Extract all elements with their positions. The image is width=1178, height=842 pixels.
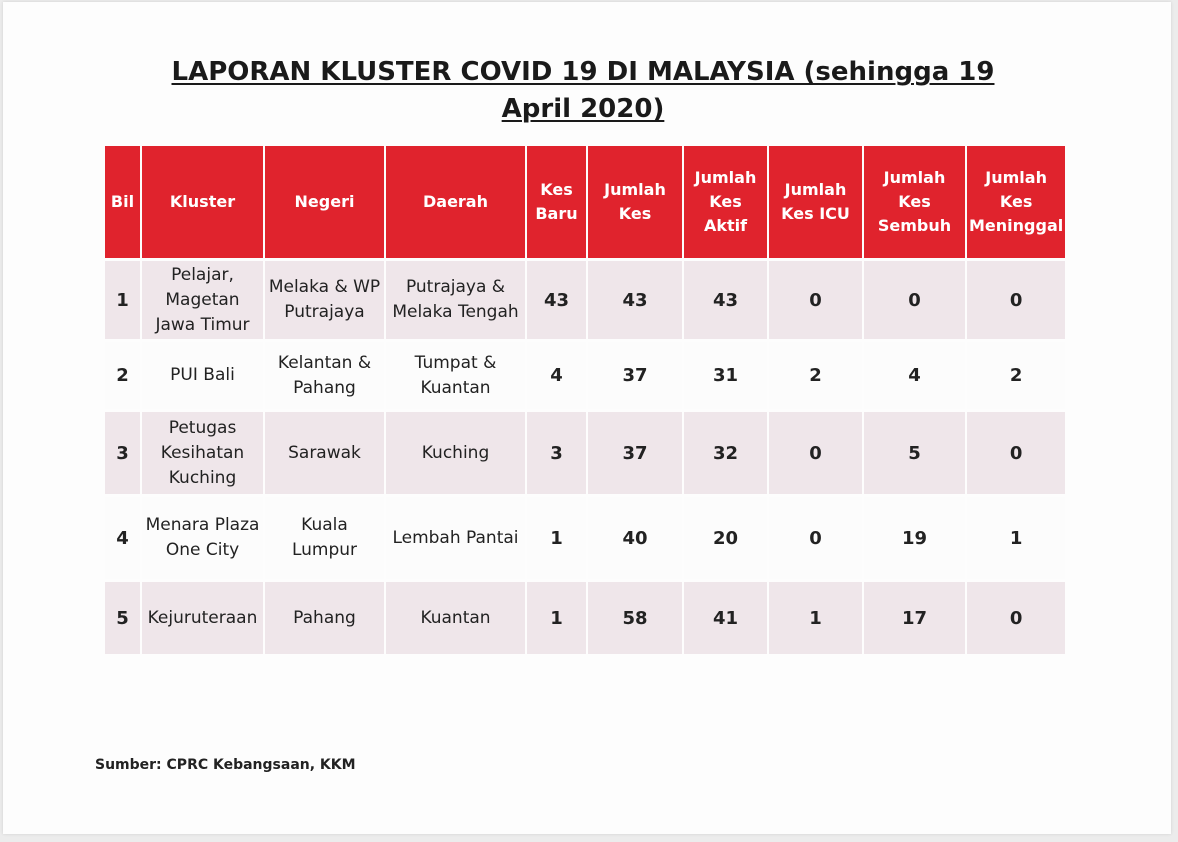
cell-kes-meninggal: 0 — [967, 582, 1065, 654]
cell-jumlah-kes: 37 — [588, 342, 682, 409]
document-page — [3, 2, 1171, 834]
cell-kluster: Kejuruteraan — [142, 582, 263, 654]
cell-kes-meninggal: 0 — [967, 412, 1065, 494]
header-kes-baru: Kes Baru — [527, 146, 586, 258]
header-kluster: Kluster — [142, 146, 263, 258]
cell-kes-aktif: 41 — [684, 582, 767, 654]
header-bil: Bil — [105, 146, 140, 258]
cell-kes-baru: 1 — [527, 582, 586, 654]
cell-bil: 5 — [105, 582, 140, 654]
cell-kes-sembuh: 5 — [864, 412, 965, 494]
header-negeri: Negeri — [265, 146, 384, 258]
cell-jumlah-kes: 40 — [588, 497, 682, 579]
cluster-report-table — [103, 143, 1067, 657]
cell-bil: 1 — [105, 261, 140, 339]
cell-negeri: Pahang — [265, 582, 384, 654]
cell-kes-baru: 3 — [527, 412, 586, 494]
header-jumlah-kes-aktif: Jumlah Kes Aktif — [684, 146, 767, 258]
table-header-row — [105, 146, 1065, 258]
cell-kes-meninggal: 1 — [967, 497, 1065, 579]
cell-jumlah-kes: 37 — [588, 412, 682, 494]
cell-kes-aktif: 20 — [684, 497, 767, 579]
cell-negeri: Melaka & WP Putrajaya — [265, 261, 384, 339]
cell-negeri: Kelantan & Pahang — [265, 342, 384, 409]
cell-kes-sembuh: 17 — [864, 582, 965, 654]
cell-kes-icu: 2 — [769, 342, 862, 409]
cell-kes-icu: 1 — [769, 582, 862, 654]
cell-kes-icu: 0 — [769, 261, 862, 339]
cell-kes-meninggal: 2 — [967, 342, 1065, 409]
cell-kluster: Pelajar, Magetan Jawa Timur — [142, 261, 263, 339]
source-note: Sumber: CPRC Kebangsaan, KKM — [95, 757, 356, 773]
cell-bil: 4 — [105, 497, 140, 579]
header-jumlah-kes-icu: Jumlah Kes ICU — [769, 146, 862, 258]
cell-negeri: Sarawak — [265, 412, 384, 494]
table-row — [105, 497, 1065, 579]
cell-kes-aktif: 32 — [684, 412, 767, 494]
cell-kes-baru: 4 — [527, 342, 586, 409]
header-jumlah-kes-meninggal: Jumlah Kes Meninggal — [967, 146, 1065, 258]
header-daerah: Daerah — [386, 146, 525, 258]
cell-kes-baru: 43 — [527, 261, 586, 339]
cell-daerah: Kuching — [386, 412, 525, 494]
cell-daerah: Lembah Pantai — [386, 497, 525, 579]
cell-kes-aktif: 31 — [684, 342, 767, 409]
cell-kes-sembuh: 19 — [864, 497, 965, 579]
cell-kes-aktif: 43 — [684, 261, 767, 339]
cell-jumlah-kes: 43 — [588, 261, 682, 339]
cell-kes-icu: 0 — [769, 412, 862, 494]
table-row — [105, 342, 1065, 409]
header-jumlah-kes: Jumlah Kes — [588, 146, 682, 258]
cell-kes-baru: 1 — [527, 497, 586, 579]
cell-negeri: Kuala Lumpur — [265, 497, 384, 579]
cell-kes-sembuh: 4 — [864, 342, 965, 409]
cell-kluster: PUI Bali — [142, 342, 263, 409]
cell-daerah: Kuantan — [386, 582, 525, 654]
cell-kes-icu: 0 — [769, 497, 862, 579]
cell-bil: 2 — [105, 342, 140, 409]
cell-kes-meninggal: 0 — [967, 261, 1065, 339]
table-row — [105, 412, 1065, 494]
header-jumlah-kes-sembuh: Jumlah Kes Sembuh — [864, 146, 965, 258]
page-title — [123, 54, 1043, 128]
cell-bil: 3 — [105, 412, 140, 494]
cell-kes-sembuh: 0 — [864, 261, 965, 339]
table-row — [105, 582, 1065, 654]
cell-kluster: Petugas Kesihatan Kuching — [142, 412, 263, 494]
title-line-2: April 2020) — [501, 94, 665, 124]
cell-daerah: Tumpat & Kuantan — [386, 342, 525, 409]
title-line-1: LAPORAN KLUSTER COVID 19 DI MALAYSIA (sehingga 19 — [171, 57, 995, 87]
cell-kluster: Menara Plaza One City — [142, 497, 263, 579]
cell-jumlah-kes: 58 — [588, 582, 682, 654]
table-row — [105, 261, 1065, 339]
cell-daerah: Putrajaya & Melaka Tengah — [386, 261, 525, 339]
